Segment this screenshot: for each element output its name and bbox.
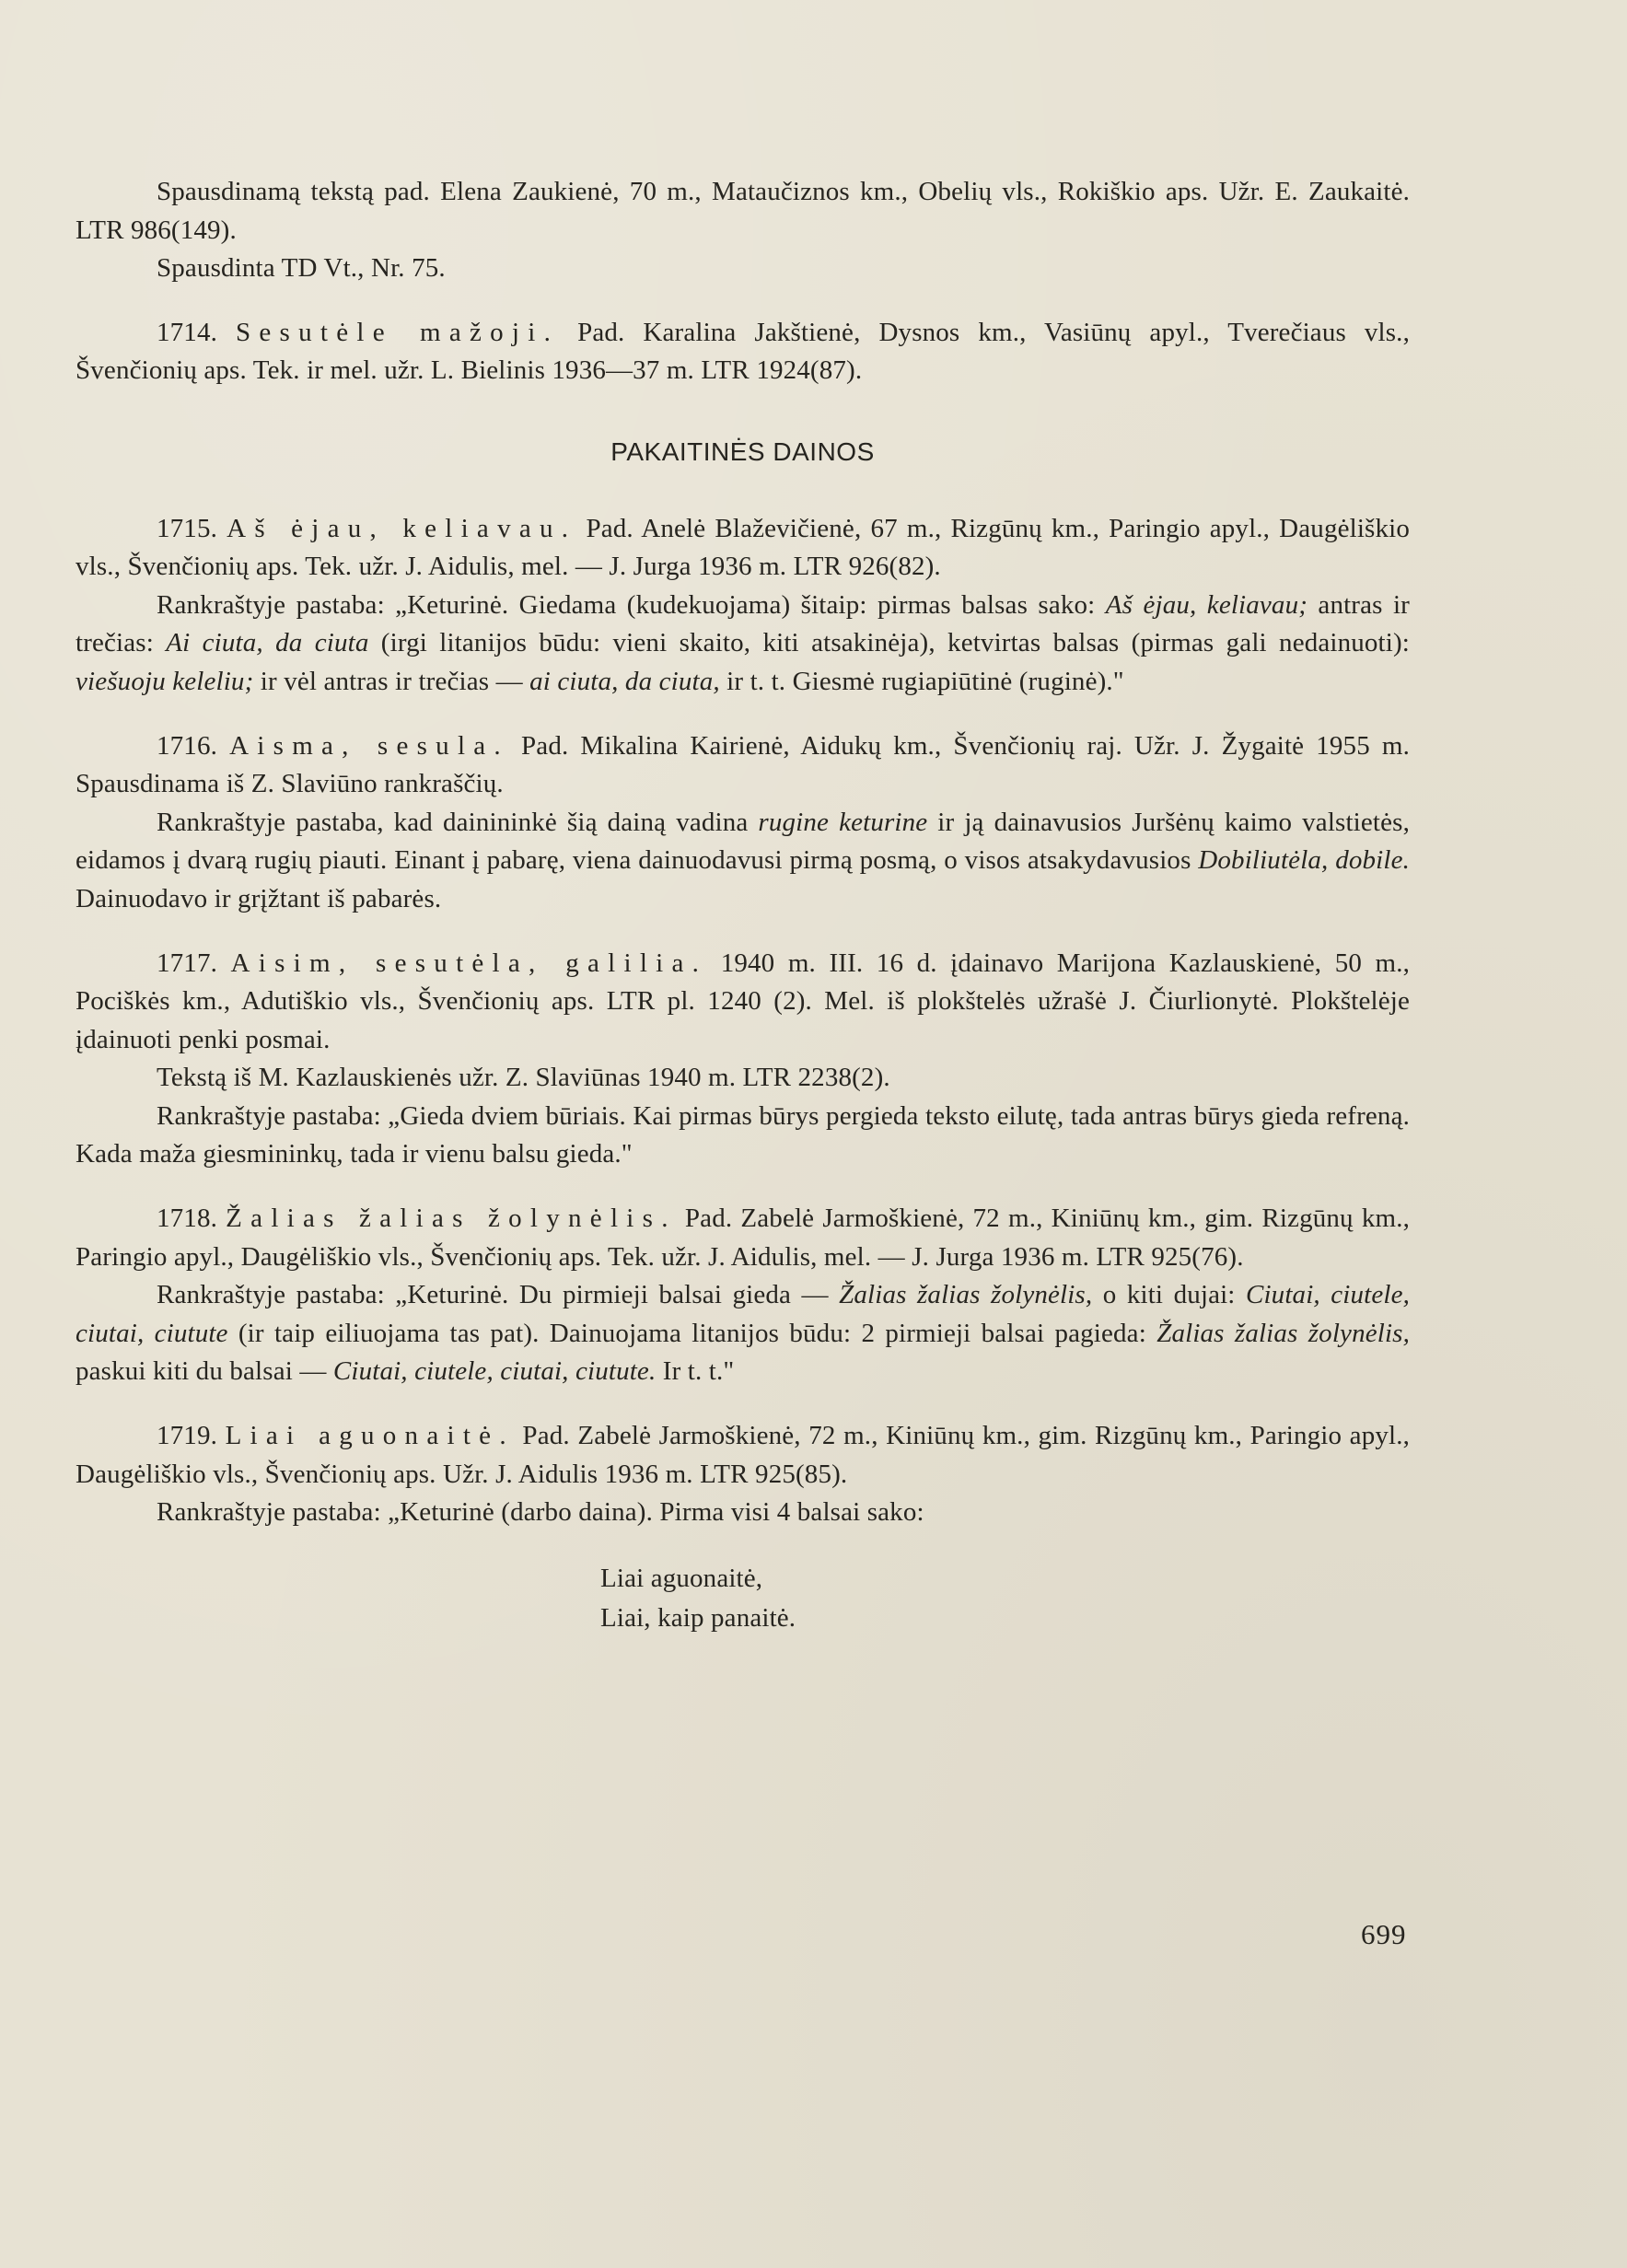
- entry-1717-text-2: [76, 1059, 1410, 1098]
- note-text: paskui kiti du balsai —: [76, 1356, 333, 1387]
- note-text: antras ir trečias:: [76, 589, 1410, 658]
- section-title: PAKAITINĖS DAINOS: [610, 436, 875, 466]
- entry-title: Aš ėjau, keliavau.: [227, 513, 577, 543]
- note-text: Ir t. t.": [656, 1356, 735, 1387]
- entry-1715: [76, 510, 1410, 587]
- intro-text-2: Spausdinta TD Vt., Nr. 75.: [157, 253, 446, 284]
- entry-text: Pad. Zabelė Jarmoškienė, 72 m., Kiniūnų km., gim. Rizgūnų km., Paringio apyl., Daugėliškio vls., Švenčionių aps. Užr. J. Aidulis 1936 m. LTR 925(85).: [76, 1421, 1410, 1489]
- entry-1716-note: [76, 804, 1410, 919]
- entry-text: Pad. Anelė Blaževičienė, 67 m., Rizgūnų km., Paringio apyl., Daugėliškio vls., Švenčionių aps. Tek. užr. J. Aidulis, mel. — J. Jurga 1936 m. LTR 926(82).: [76, 513, 1410, 582]
- entry-title: Žalias žalias žolynėlis.: [226, 1204, 677, 1234]
- note-text: Rankraštyje pastaba: „Keturinė. Giedama (kudekuojama) šitaip: pirmas balsas sako:: [157, 589, 1106, 620]
- verse-line: Liai, kaip panaitė.: [600, 1602, 796, 1633]
- entry-number: 1716.: [157, 730, 217, 761]
- intro-paragraph: [76, 173, 1410, 250]
- entry-number: 1715.: [157, 513, 217, 543]
- entry-number: 1717.: [157, 948, 217, 978]
- note-italic: viešuoju keleliu;: [76, 666, 254, 696]
- entry-title: Aisma, sesula.: [229, 730, 509, 761]
- note-text: Rankraštyje pastaba: „Gieda dviem būriais. Kai pirmas būrys pergieda teksto eilutę, tada antras būrys gieda refreną. Kada maža giesmininkų, tada ir vienu balsu gieda.": [76, 1100, 1410, 1169]
- entry-1719-note: [76, 1494, 1410, 1532]
- note-italic: Žalias žalias žolynėlis,: [1156, 1318, 1410, 1348]
- intro-text: Spausdinamą tekstą pad. Elena Zaukienė, 70 m., Mataučiznos km., Obelių vls., Rokiškio aps. Užr. E. Zaukaitė. LTR 986(149).: [76, 177, 1410, 245]
- entry-text: Pad. Zabelė Jarmoškienė, 72 m., Kiniūnų km., gim. Rizgūnų km., Paringio apyl., Daugėliškio vls., Švenčionių aps. Tek. užr. J. Aidulis, mel. — J. Jurga 1936 m. LTR 925(76).: [76, 1204, 1411, 1272]
- entry-1719: [76, 1417, 1410, 1494]
- entry-1718-note: [76, 1276, 1410, 1391]
- note-italic: Ciutai, ciutele, ciutai, ciutute: [76, 1280, 1410, 1348]
- note-italic: Dobiliutėla, dobile.: [1198, 845, 1411, 876]
- note-italic: rugine keturine: [758, 807, 928, 837]
- intro-paragraph-2: [76, 250, 1410, 288]
- entry-number: 1719.: [157, 1421, 217, 1451]
- note-text: o kiti dujai:: [1092, 1280, 1246, 1310]
- note-text: ir vėl antras ir trečias —: [253, 666, 530, 696]
- entry-1716: [76, 727, 1410, 804]
- entry-number: 1718.: [157, 1204, 217, 1234]
- note-text: (ir taip eiliuojama tas pat). Dainuojama litanijos būdu: 2 pirmieji balsai pagieda:: [227, 1318, 1157, 1348]
- entry-title: Sesutėle mažoji.: [235, 317, 560, 347]
- note-text: ir t. t. Giesmė rugiapiūtinė (ruginė).": [719, 666, 1124, 696]
- verse-line: Liai aguonaitė,: [600, 1563, 763, 1593]
- entry-1717-note: [76, 1098, 1410, 1174]
- note-italic: Ciutai, ciutele, ciutai, ciutute.: [332, 1356, 657, 1387]
- verse-block: [600, 1559, 1410, 1638]
- note-text: Dainuodavo ir grįžtant iš pabarės.: [76, 883, 442, 913]
- note-text: Rankraštyje pastaba: „Keturinė. Du pirmieji balsai gieda —: [157, 1280, 840, 1310]
- entry-text: Tekstą iš M. Kazlauskienės užr. Z. Slaviūnas 1940 m. LTR 2238(2).: [157, 1063, 890, 1093]
- page-number: 699: [1361, 1918, 1407, 1950]
- entry-text: Pad. Karalina Jakštienė, Dysnos km., Vasiūnų apyl., Tverečiaus vls., Švenčionių aps. Tek. ir mel. užr. L. Bielinis 1936—37 m. LTR 1924(87).: [76, 317, 1410, 386]
- note-text: Rankraštyje pastaba: „Keturinė (darbo daina). Pirma visi 4 balsai sako:: [157, 1497, 924, 1528]
- entry-1714: [76, 314, 1410, 390]
- entry-1715-note: [76, 587, 1410, 702]
- note-italic: ai ciuta, da ciuta,: [529, 666, 720, 696]
- entry-text: Pad. Mikalina Kairienė, Aidukų km., Švenčionių raj. Užr. J. Žygaitė 1955 m. Spausdinama iš Z. Slaviūno rankraščių.: [76, 730, 1411, 799]
- note-italic: Žalias žalias žolynėlis,: [839, 1280, 1093, 1310]
- note-text: ir ją dainavusios Juršėnų kaimo valstietės, eidamos į dvarą rugių piauti. Einant į pabarę, viena dainuodavusi pirmą posmą, o visos atsakydavusios: [76, 807, 1410, 876]
- note-italic: Ai ciuta, da ciuta: [166, 628, 369, 658]
- entry-text: 1940 m. III. 16 d. įdainavo Marijona Kazlauskienė, 50 m., Pociškės km., Adutiškio vls., Švenčionių aps. LTR pl. 1240 (2). Mel. iš plokštelės užrašė J. Čiurlionytė. Plokštelėje įdainuoti penki posmai.: [76, 948, 1411, 1054]
- entry-number: 1714.: [157, 317, 217, 347]
- note-italic: Aš ėjau, keliavau;: [1105, 589, 1308, 620]
- entry-title: Liai aguonaitė.: [225, 1421, 515, 1451]
- note-text: (irgi litanijos būdu: vieni skaito, kiti atsakinėja), ketvirtas balsas (pirmas gali nedainuoti):: [368, 628, 1410, 658]
- entry-title: Aisim, sesutėla, galilia.: [230, 948, 708, 978]
- page-text-column: [76, 173, 1410, 1638]
- entry-1718: [76, 1200, 1410, 1276]
- note-text: Rankraštyje pastaba, kad dainininkė šią dainą vadina: [157, 807, 759, 837]
- entry-1717: [76, 945, 1410, 1060]
